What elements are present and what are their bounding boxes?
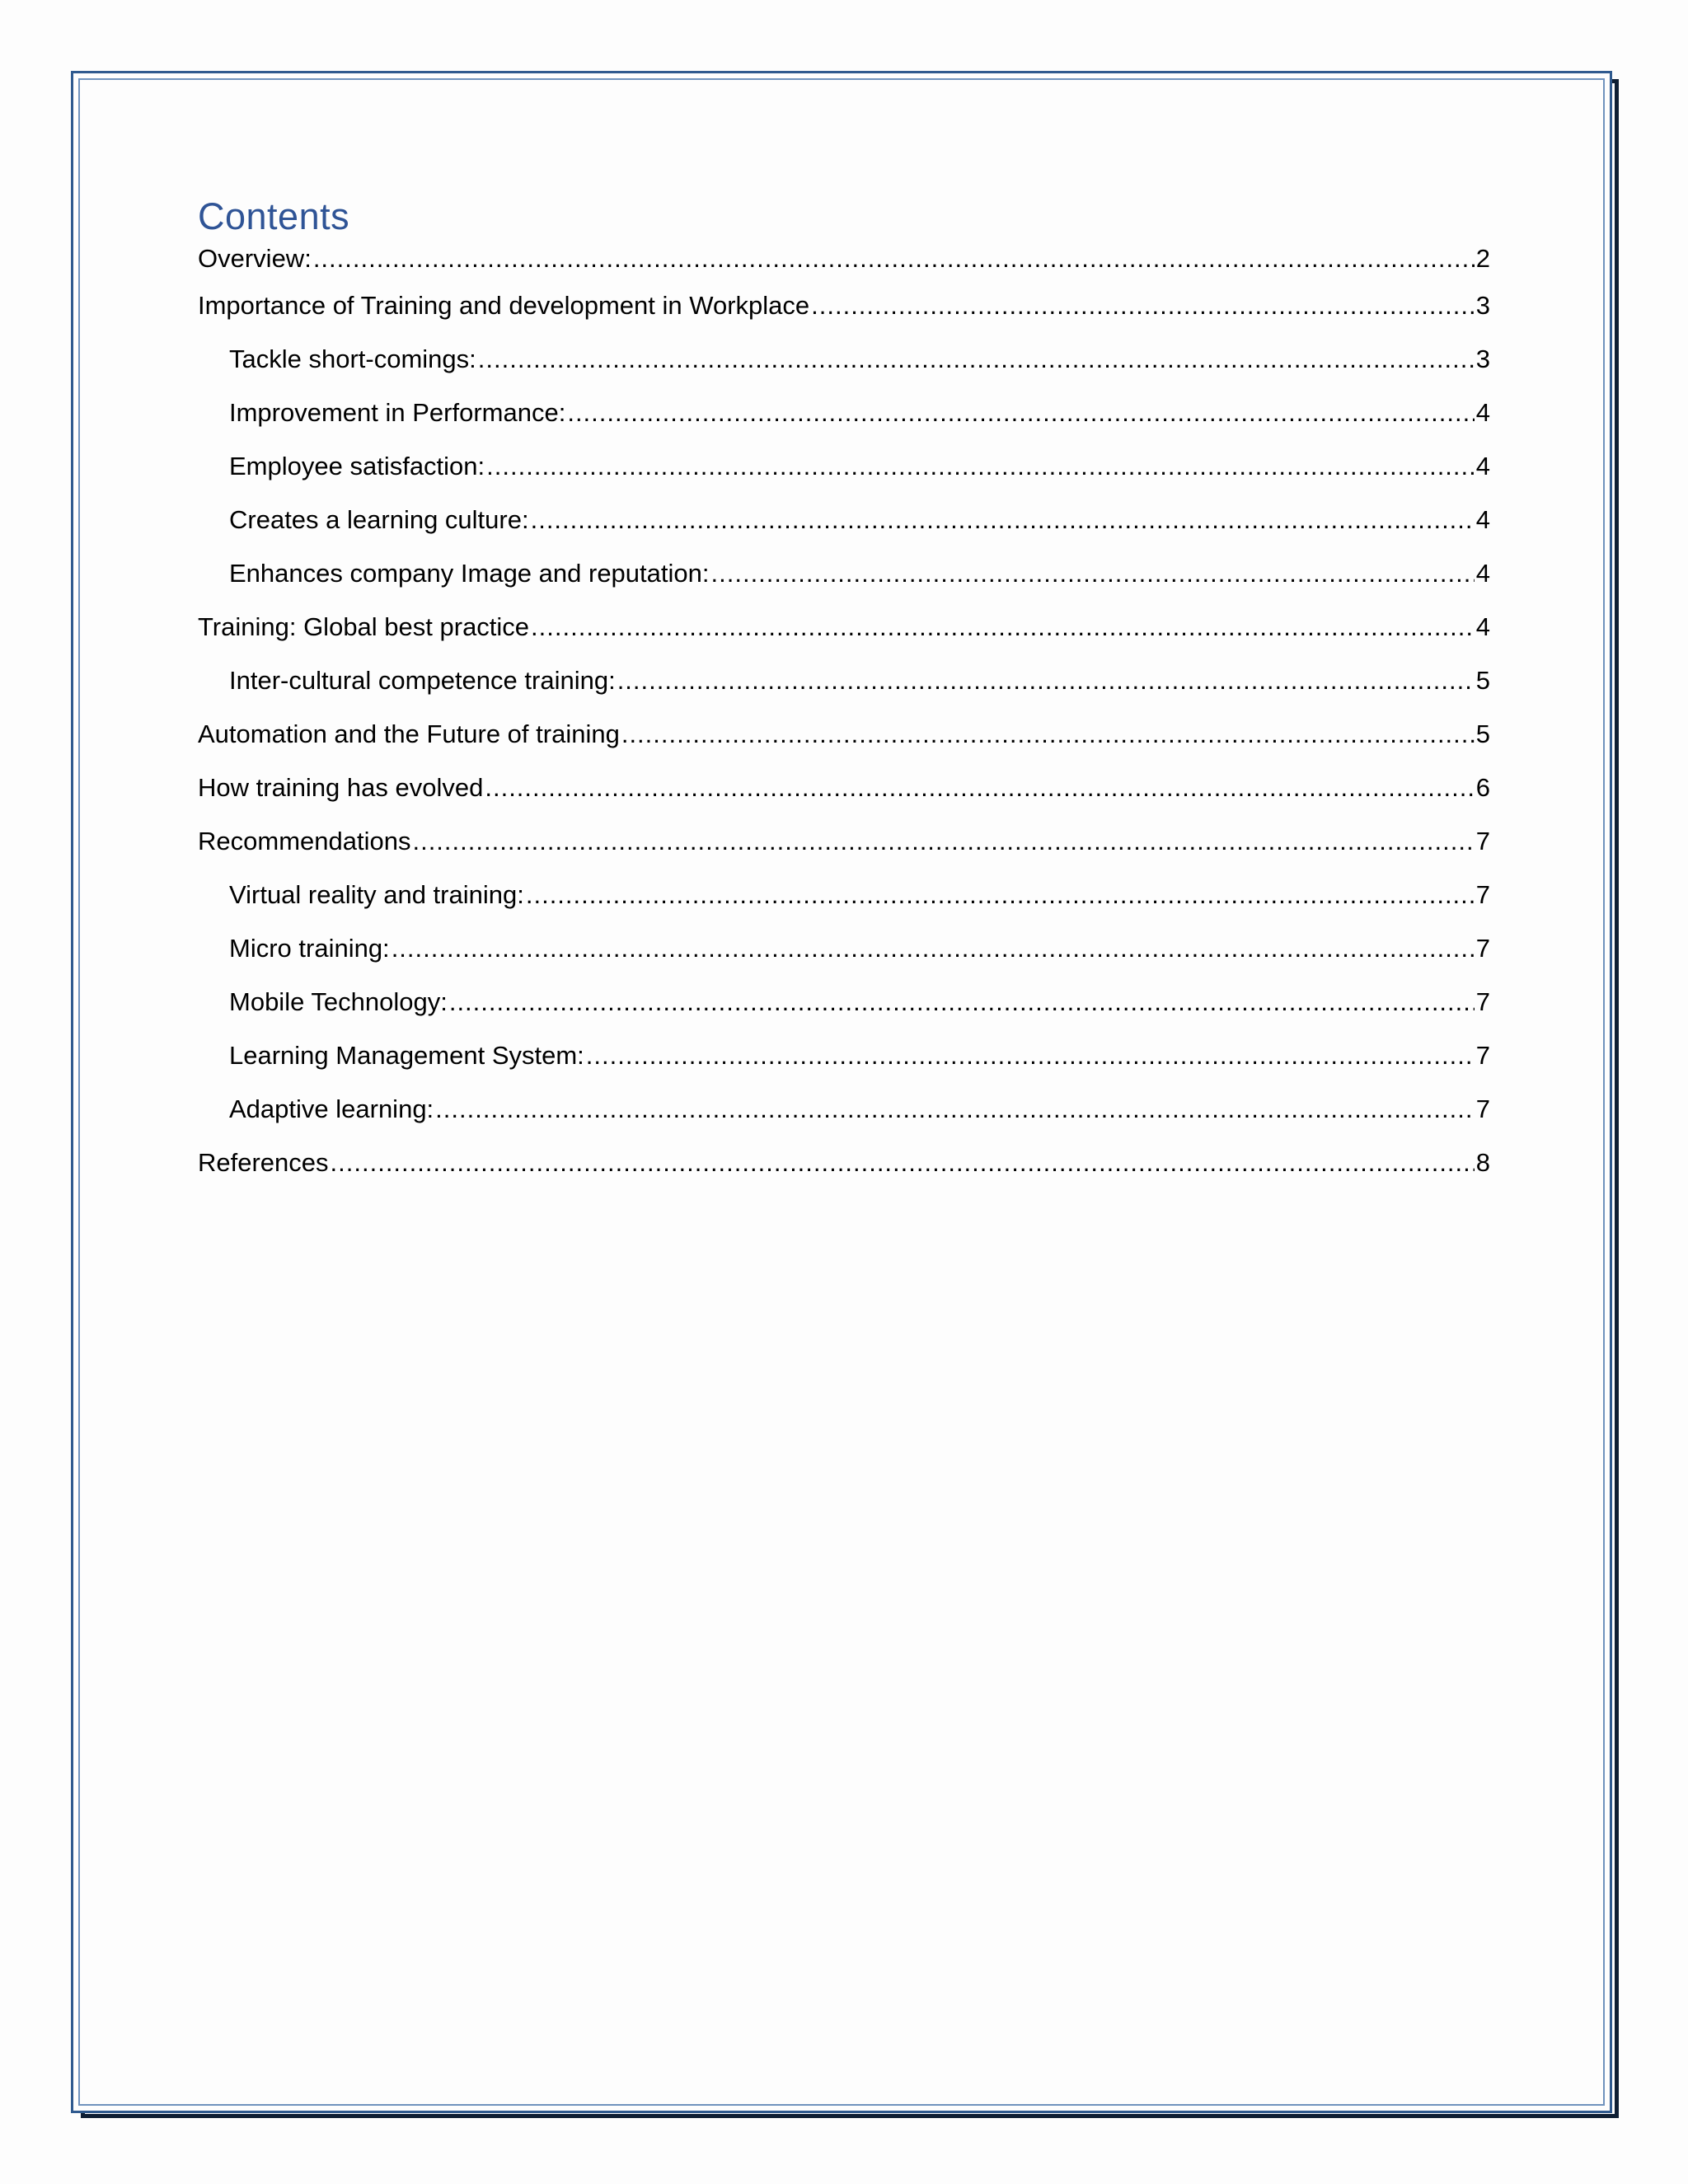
toc-entry[interactable] — [198, 291, 1490, 344]
toc-entry-title[interactable]: How training has evolved — [198, 773, 484, 802]
toc-entry-title[interactable]: Recommendations — [198, 827, 411, 855]
toc-entry-page-number: 8 — [1475, 1148, 1490, 1177]
toc-entry[interactable] — [198, 987, 1490, 1041]
toc-dot-leader — [531, 612, 1475, 642]
toc-entry-page-number: 3 — [1475, 344, 1490, 373]
toc-entry-title[interactable]: Adaptive learning: — [229, 1094, 434, 1123]
toc-entry-title[interactable]: Improvement in Performance: — [229, 398, 566, 427]
toc-dot-leader — [617, 666, 1475, 696]
toc-dot-leader — [331, 1148, 1475, 1178]
toc-dot-leader — [392, 934, 1475, 963]
toc-entry-page-number: 7 — [1475, 1041, 1490, 1070]
toc-entry[interactable] — [198, 719, 1490, 773]
toc-dot-leader — [449, 987, 1475, 1017]
toc-entry-title[interactable]: Enhances company Image and reputation: — [229, 559, 710, 588]
toc-entry-page-number: 4 — [1475, 612, 1490, 641]
toc-entry-title[interactable]: Learning Management System: — [229, 1041, 584, 1070]
toc-entry[interactable] — [198, 1041, 1490, 1094]
toc-entry[interactable] — [198, 666, 1490, 719]
toc-entry-page-number: 4 — [1475, 505, 1490, 534]
toc-entry-title[interactable]: Creates a learning culture: — [229, 505, 529, 534]
toc-entry-page-number: 7 — [1475, 880, 1490, 909]
toc-entry[interactable] — [198, 773, 1490, 827]
table-of-contents — [198, 194, 1490, 1202]
toc-entry[interactable] — [198, 559, 1490, 612]
toc-entry[interactable] — [198, 505, 1490, 559]
toc-entry-page-number: 4 — [1475, 398, 1490, 427]
toc-entry-page-number: 3 — [1475, 291, 1490, 320]
toc-entry-title[interactable]: Virtual reality and training: — [229, 880, 524, 909]
toc-entry[interactable] — [198, 880, 1490, 934]
toc-dot-leader — [486, 452, 1475, 481]
toc-entry-page-number: 4 — [1475, 452, 1490, 480]
toc-entry-title[interactable]: References — [198, 1148, 329, 1177]
toc-dot-leader — [412, 827, 1474, 856]
toc-entry-page-number: 7 — [1475, 934, 1490, 963]
toc-entry-title[interactable]: Tackle short-comings: — [229, 344, 476, 373]
toc-dot-leader — [313, 244, 1475, 274]
toc-entry[interactable] — [198, 244, 1490, 291]
toc-entry-title[interactable]: Micro training: — [229, 934, 390, 963]
toc-entry-page-number: 7 — [1475, 987, 1490, 1016]
toc-entry[interactable] — [198, 612, 1490, 666]
toc-dot-leader — [567, 398, 1474, 428]
toc-entry-title[interactable]: Inter-cultural competence training: — [229, 666, 616, 695]
toc-entry[interactable] — [198, 1148, 1490, 1202]
toc-dot-leader — [485, 773, 1474, 803]
toc-entry-page-number: 7 — [1475, 827, 1490, 855]
toc-entry-page-number: 2 — [1475, 244, 1490, 273]
toc-entry[interactable] — [198, 452, 1490, 505]
toc-dot-leader — [811, 291, 1475, 321]
toc-entry-page-number: 4 — [1475, 559, 1490, 588]
toc-entry-page-number: 7 — [1475, 1094, 1490, 1123]
toc-entry-title[interactable]: Training: Global best practice — [198, 612, 530, 641]
toc-entry-title[interactable]: Overview: — [198, 244, 312, 273]
toc-entry-page-number: 5 — [1475, 719, 1490, 748]
toc-entry[interactable] — [198, 934, 1490, 987]
toc-dot-leader — [478, 344, 1475, 374]
toc-entry-title[interactable]: Importance of Training and development in Workplace — [198, 291, 810, 320]
toc-entry[interactable] — [198, 398, 1490, 452]
toc-dot-leader — [531, 505, 1475, 535]
toc-entry-page-number: 6 — [1475, 773, 1490, 802]
toc-dot-leader — [621, 719, 1475, 749]
toc-dot-leader — [435, 1094, 1475, 1124]
toc-list — [198, 244, 1490, 1202]
toc-dot-leader — [526, 880, 1475, 910]
toc-dot-leader — [711, 559, 1475, 588]
toc-entry-title[interactable]: Automation and the Future of training — [198, 719, 620, 748]
toc-dot-leader — [586, 1041, 1475, 1071]
toc-entry[interactable] — [198, 344, 1490, 398]
toc-entry-title[interactable]: Employee satisfaction: — [229, 452, 485, 480]
toc-heading: Contents — [198, 195, 350, 237]
toc-entry-page-number: 5 — [1475, 666, 1490, 695]
toc-entry[interactable] — [198, 827, 1490, 880]
toc-entry[interactable] — [198, 1094, 1490, 1148]
toc-entry-title[interactable]: Mobile Technology: — [229, 987, 448, 1016]
